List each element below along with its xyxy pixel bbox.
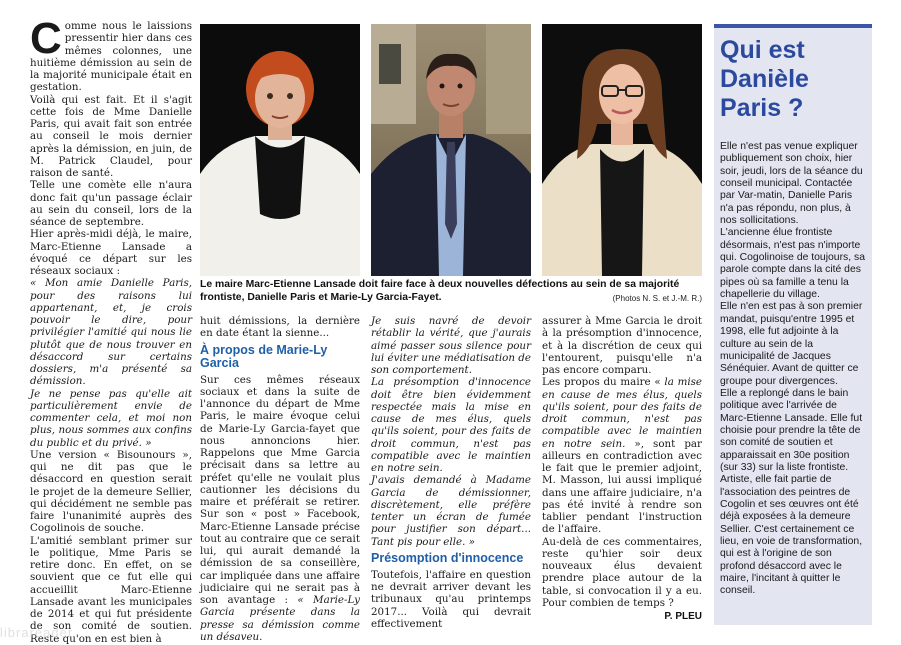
sidebar-title: Qui est Danièle Paris ?	[720, 36, 809, 122]
photo-credit: (Photos N. S. et J.-M. R.)	[612, 294, 702, 303]
subheading: Présomption d'innocence	[371, 550, 524, 565]
paragraph-text: Sur ces mêmes réseaux sociaux et dans la suite de l'annonce du départ de Mme Paris, le maire évoque celui de Marie-Ly Garcia-fayet que nous annoncions hier. Rappelons que Mme Garcia précisait dans sa lettre au préfet qu'elle ne voulait plus cautionner les décisions du maire et préférait se retirer. Sur son « post » Facebook, Marc-Etienne Lansade précise tout au contraire que ce serait lui, qui aurait demandé la démission de sa conseillère, car impliquée dans une affaire judiciaire qui ne serait pas à son avantage :	[200, 373, 360, 606]
author-signature: P. PLEU	[664, 611, 702, 622]
photo-marc-etienne-lansade	[371, 24, 531, 276]
paragraph: Au-delà de ces commentaires, reste qu'hier soir deux nouveaux élus devaient prendre place autour de la table, si convocation il y a eu. Pour combien de temps ?	[542, 535, 702, 609]
sidebar-paragraph: Elle n'est pas venue expliquer publiquement son choix, hier soir, jeudi, lors de la séance du conseil municipal. Contactée par Var-matin, Danielle Paris n'a pas répondu, non plus, à nos sollicitations.	[720, 141, 863, 227]
paragraph	[200, 374, 360, 644]
article-column-4	[542, 315, 702, 609]
facebook-quote: « Marie-Ly Garcia présente dans la presse sa démission comme un désaveu.	[200, 594, 360, 643]
paragraph: L'amitié semblant primer sur le politique, Mme Paris se retire donc. En effet, on se souvient que ce fut elle qui accueillit Marc-Etienne Lansade avant les municipales de 2014 et qui fut présidente de son comité de soutien. Reste qu'on en est bien à	[30, 534, 192, 645]
paragraph-text: », sont par ailleurs en contradiction avec le fait que le premier adjoint, M. Masson, lui aussi impliqué dans une affaire judiciaire, n'a pas été invité à rendre son tablier pendant l'instruction de l'affaire.	[542, 437, 702, 536]
paragraph	[542, 376, 702, 535]
mayor-quote: Je ne pense pas qu'elle ait particulièrement envie de commenter cela, et moi non plus, nous sommes aux confins du public et du privé. »	[30, 387, 192, 449]
sidebar-paragraph: Elle n'en est pas à son premier mandat, puisqu'entre 1995 et 1998, elle fut adjointe à la culture au sein de la municipalité de Jacques Sénéquier. Avant de quitter ce groupe pour divergences.	[720, 301, 863, 387]
paragraph: Telle une comète elle n'aura donc fait qu'un passage éclair au sein du conseil, lors de la séance de septembre.	[30, 179, 192, 228]
paragraph: Hier après-midi déjà, le maire, Marc-Etienne Lansade a évoqué ce départ sur les réseaux sociaux :	[30, 228, 192, 277]
paragraph: omme nous le laissions pressentir hier dans ces mêmes colonnes, une huitième démission au sein de la majorité municipale était en gestation.	[30, 20, 192, 94]
article-column-3	[371, 315, 531, 630]
article-column-2	[200, 315, 360, 643]
sidebar-paragraph: L'ancienne élue frontiste désormais, n'est pas n'importe qui. Cogolinoise de toujours, sa parole compte dans la cité des pipes où sa famille a tenu la chapellerie du village.	[720, 227, 865, 301]
subheading: À propos de Marie-Ly Garcia	[200, 342, 328, 370]
photo-danielle-paris	[200, 24, 360, 276]
mayor-quote: J'avais demandé à Madame Garcia de démissionner, discrètement, elle préfère tenter un écran de fumée pour justifier son départ... Tant pis pour elle. »	[371, 474, 531, 548]
mayor-quote: La présomption d'innocence doit être bien évidemment respectée mais la mise en cause de mes élus, quels qu'ils soient, pour des faits de droit commun, n'est pas compatible avec le maintien en notre sein.	[371, 376, 531, 474]
mayor-quote: « Mon amie Danielle Paris, pour des raisons lui appartenant, et, je crois pouvoir le dire, pour privilégier l'amitié qui nous lie plutôt que de nous trouver en désaccord sur certains dossiers, m'a présenté sa démission.	[30, 277, 192, 388]
sidebar-body	[720, 141, 866, 598]
sidebar-paragraph: Elle a replongé dans le bain politique avec l'arrivée de Marc-Etienne Lansade. Elle fut choisie pour prendre la tête de son comité de soutien et apparaissait en 30e position (sur 33) sur la liste frontiste.	[720, 387, 863, 473]
paragraph: Toutefois, l'affaire en question ne devrait arriver devant les tribunaux qu'au printemps 2017... Voilà qui devrait effectivement	[371, 568, 531, 630]
drop-cap: C	[30, 14, 62, 63]
watermark: librareader	[0, 625, 74, 640]
sidebar-paragraph: Artiste, elle fait partie de l'association des peintres de Cogolin et ses œuvres ont été déjà exposées à la demeure Sellier. C'est certainement ce lieu, en voie de transformation, qui est à l'origine de son profond désaccord avec le maire, l'incitant à quitter le conseil.	[720, 474, 863, 597]
paragraph: huit démissions, la dernière en date étant la sienne...	[200, 315, 360, 340]
sidebar-box	[714, 24, 872, 625]
paragraph: assurer à Mme Garcia le droit à la présomption d'innocence, et à la discrétion de ceux qui l'entourent, puisqu'elle n'a pas encore comparu.	[542, 315, 702, 376]
mayor-quote: Je suis navré de devoir rétablir la vérité, que j'aurais aimé passer sous silence pour lui éviter une médiatisation de son comportement.	[371, 315, 531, 376]
paragraph-text: Les propos du maire «	[542, 376, 665, 389]
paragraph: Voilà qui est fait. Et il s'agit cette fois de Mme Danielle Paris, qui avait fait son entrée au conseil le mois dernier après la démission, en juin, de M. Patrick Claudel, pour raison de santé.	[30, 93, 192, 179]
photo-marie-ly-garcia	[542, 24, 702, 276]
paragraph: Une version « Bisounours », qui ne dit pas que le désaccord en question serait le projet de la demeure Sellier, qui décidément ne semble pas faire l'unanimité auprès des Cogolinois de souche.	[30, 448, 192, 535]
inline-quote: la mise en cause de mes élus, quels qu'ils soient, pour des faits de droit commun, n'est pas compatible avec le maintien en notre sein.	[542, 376, 703, 450]
photo-caption: Le maire Marc-Etienne Lansade doit faire face à deux nouvelles défections au sein de sa majorité frontiste, Danielle Paris et Marie-Ly Garcia-Fayet.	[200, 279, 680, 303]
article-column-1	[30, 14, 192, 645]
